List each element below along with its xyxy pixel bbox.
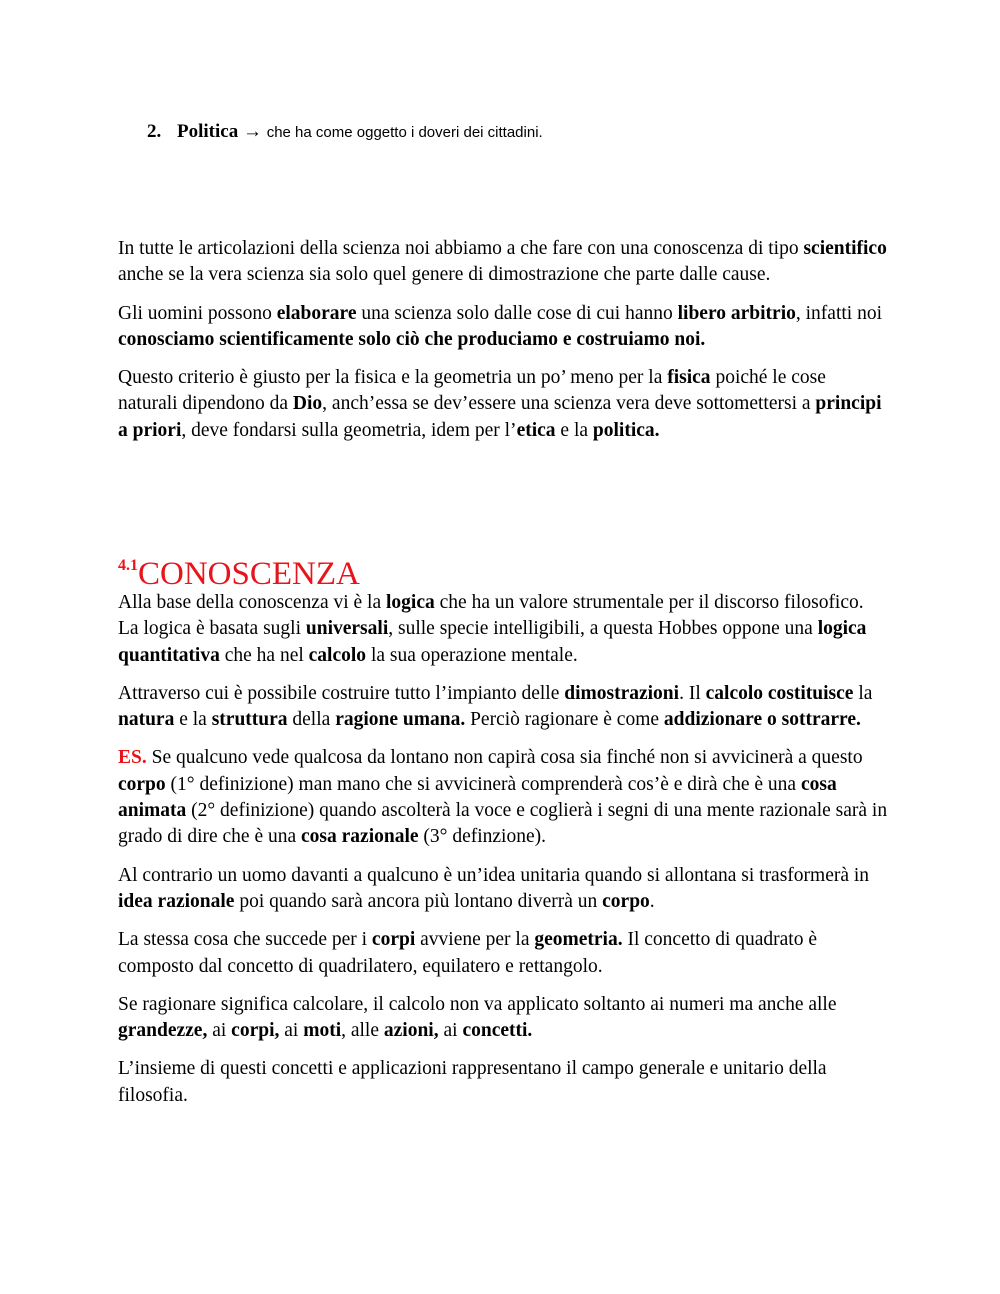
section-heading — [118, 546, 360, 594]
content-paragraph-4: Al contrario un uomo davanti a qualcuno è un’idea unitaria quando si allontana si trasformerà in idea razionale poi quando sarà ancora più lontano diverrà un corpo. — [118, 864, 870, 912]
list-term: Politica — [177, 121, 239, 142]
intro-paragraph-2: Gli uomini possono elaborare una scienza solo dalle cose di cui hanno libero arbitrio, infatti noi conosciamo scientificamente solo ciò che produciamo e costruiamo noi. — [118, 302, 882, 350]
content-paragraph-7: L’insieme di questi concetti e applicazioni rappresentano il campo generale e unitario della filosofia. — [118, 1058, 827, 1106]
section-title: CONOSCENZA — [138, 556, 360, 592]
content-paragraph-1: Alla base della conoscenza vi è la logica che ha un valore strumentale per il discorso filosofico. La logica è basata sugli universali, sulle specie intelligibili, a questa Hobbes oppone una logica quantitativa che ha nel calcolo la sua operazione mentale. — [118, 592, 867, 666]
list-item-politica — [147, 119, 543, 146]
content-paragraph-3: ES. Se qualcuno vede qualcosa da lontano non capirà cosa sia finché non si avvicinerà a questo corpo (1° definizione) man mano che si avvicinerà comprenderà cos’è e dirà che è una cosa animata (2° definizione) quando ascolterà la voce e coglierà i segni di una mente razionale sarà in grado di dire che è una cosa razionale (3° definzione). — [118, 747, 888, 848]
intro-section — [118, 236, 888, 444]
content-paragraph-2: Attraverso cui è possibile costruire tutto l’impianto delle dimostrazioni. Il calcolo costituisce la natura e la struttura della ragione umana. Perciò ragionare è come addizionare o sottrarre. — [118, 682, 873, 731]
list-number: 2. — [147, 121, 162, 142]
content-paragraph-6: Se ragionare significa calcolare, il calcolo non va applicato soltanto ai numeri ma anche alle grandezze, ai corpi, ai moti, alle azioni, ai concetti. — [118, 993, 837, 1042]
content-paragraph-5: La stessa cosa che succede per i corpi avviene per la geometria. Il concetto di quadrato è composto dal concetto di quadrilatero, equilatero e rettangolo. — [118, 929, 817, 977]
intro-paragraph-3: Questo criterio è giusto per la fisica e la geometria un po’ meno per la fisica poiché le cose naturali dipendono da Dio, anch’essa se dev’essere una scienza vera deve sottomettersi a principi a priori, deve fondarsi sulla geometria, idem per l’etica e la politica. — [118, 367, 882, 441]
section-number: 4.1 — [118, 557, 138, 574]
intro-paragraph-1: In tutte le articolazioni della scienza noi abbiamo a che fare con una conoscenza di tipo scientifico anche se la vera scienza sia solo quel genere di dimostrazione che parte dalle cause. — [118, 238, 887, 286]
arrow-icon: → — [242, 121, 262, 142]
content-section — [118, 590, 888, 1109]
example-label: ES. — [118, 747, 147, 769]
list-description: che ha come oggetto i doveri dei cittadini. — [266, 124, 543, 141]
